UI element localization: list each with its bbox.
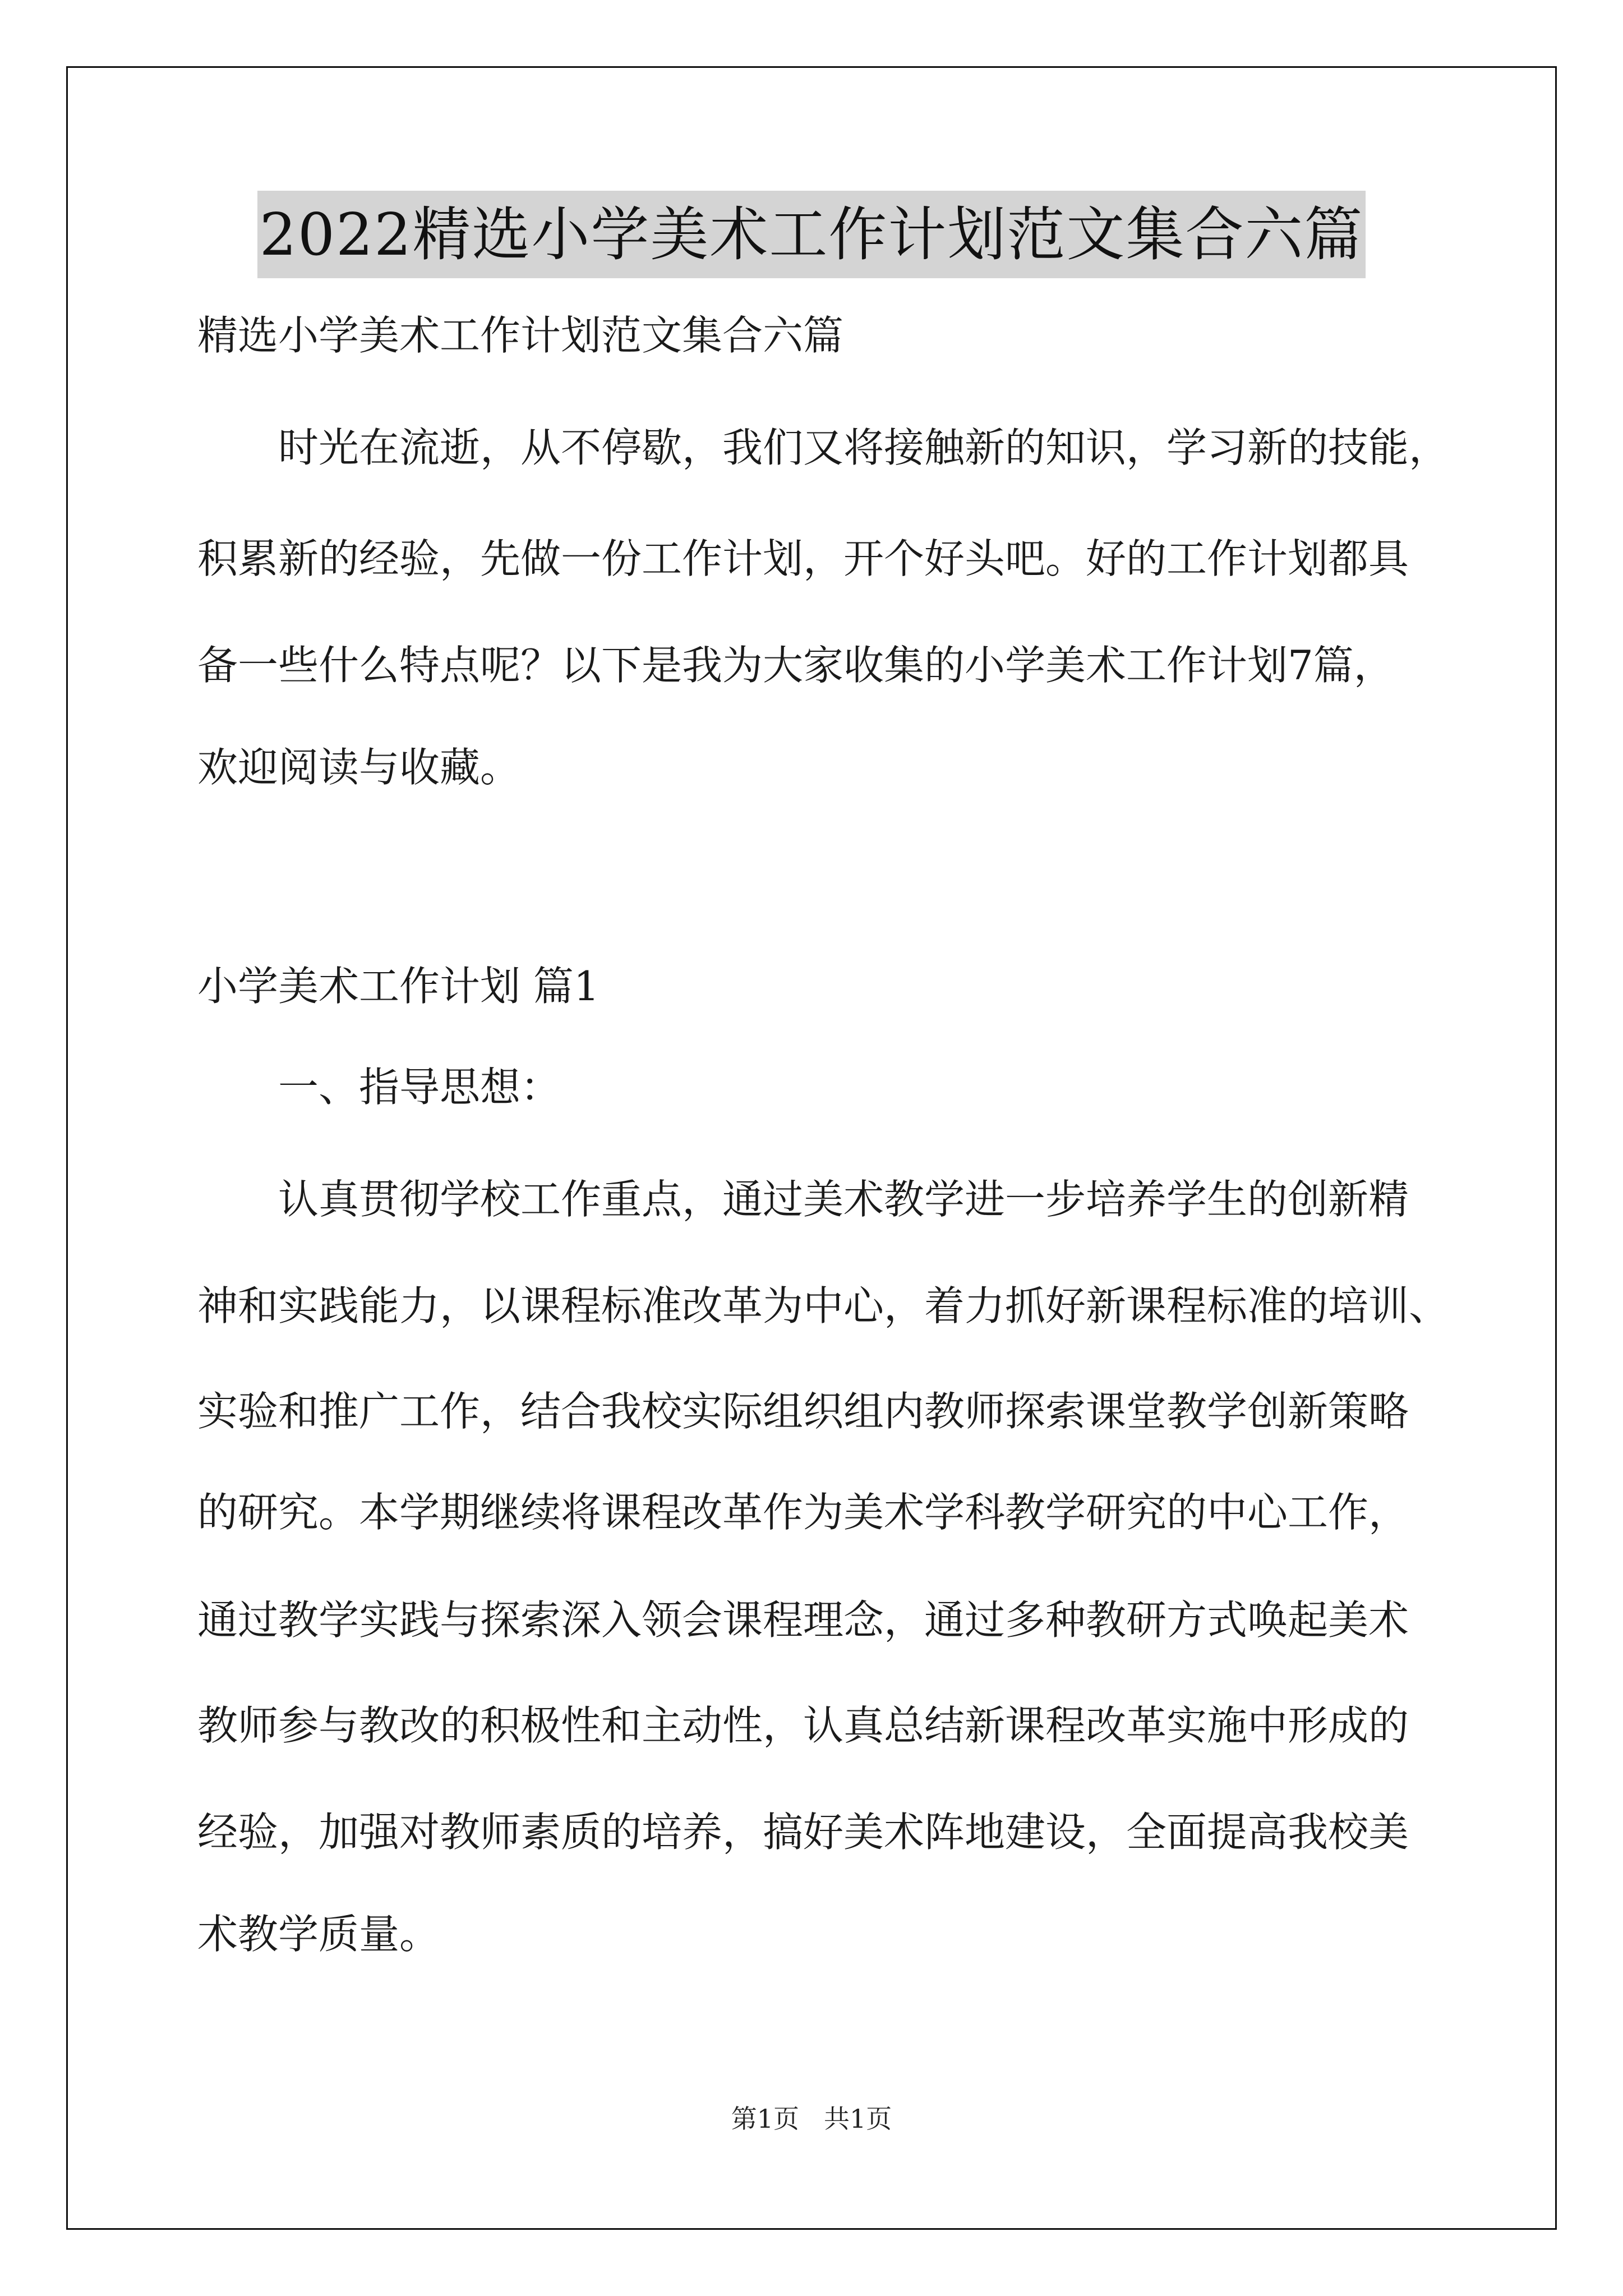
body-line: 认真贯彻学校工作重点，通过美术教学进一步培养学生的创新精 [278,1176,1409,1223]
intro-line: 时光在流逝，从不停歇，我们又将接触新的知识，学习新的技能， [278,424,1450,471]
body-line: 的研究。本学期继续将课程改革作为美术学科教学研究的中心工作， [197,1489,1409,1536]
page-border [66,66,1557,2230]
subheading: 一、指导思想： [278,1064,561,1111]
body-line: 术教学质量。 [197,1911,440,1958]
intro-line: 积累新的经验，先做一份工作计划，开个好头吧。好的工作计划都具 [197,535,1409,582]
section-heading: 小学美术工作计划 篇1 [197,963,600,1010]
body-line: 经验，加强对教师素质的培养，搞好美术阵地建设，全面提高我校美 [197,1809,1409,1856]
document-title: 2022精选小学美术工作计划范文集合六篇 [257,191,1366,278]
subtitle: 精选小学美术工作计划范文集合六篇 [197,312,844,359]
page-footer [0,2101,1623,2137]
page-total: 共1页 [824,2104,892,2134]
title-container [0,191,1623,278]
body-line: 实验和推广工作，结合我校实际组织组内教师探索课堂教学创新策略 [197,1388,1409,1435]
page-number: 第1页 [731,2104,799,2134]
intro-line: 欢迎阅读与收藏。 [197,744,521,791]
body-line: 神和实践能力，以课程标准改革为中心，着力抓好新课程标准的培训、 [197,1282,1450,1329]
body-line: 教师参与教改的积极性和主动性，认真总结新课程改革实施中形成的 [197,1702,1409,1749]
body-line: 通过教学实践与探索深入领会课程理念，通过多种教研方式唤起美术 [197,1596,1409,1644]
intro-line: 备一些什么特点呢？以下是我为大家收集的小学美术工作计划7篇， [197,642,1394,689]
